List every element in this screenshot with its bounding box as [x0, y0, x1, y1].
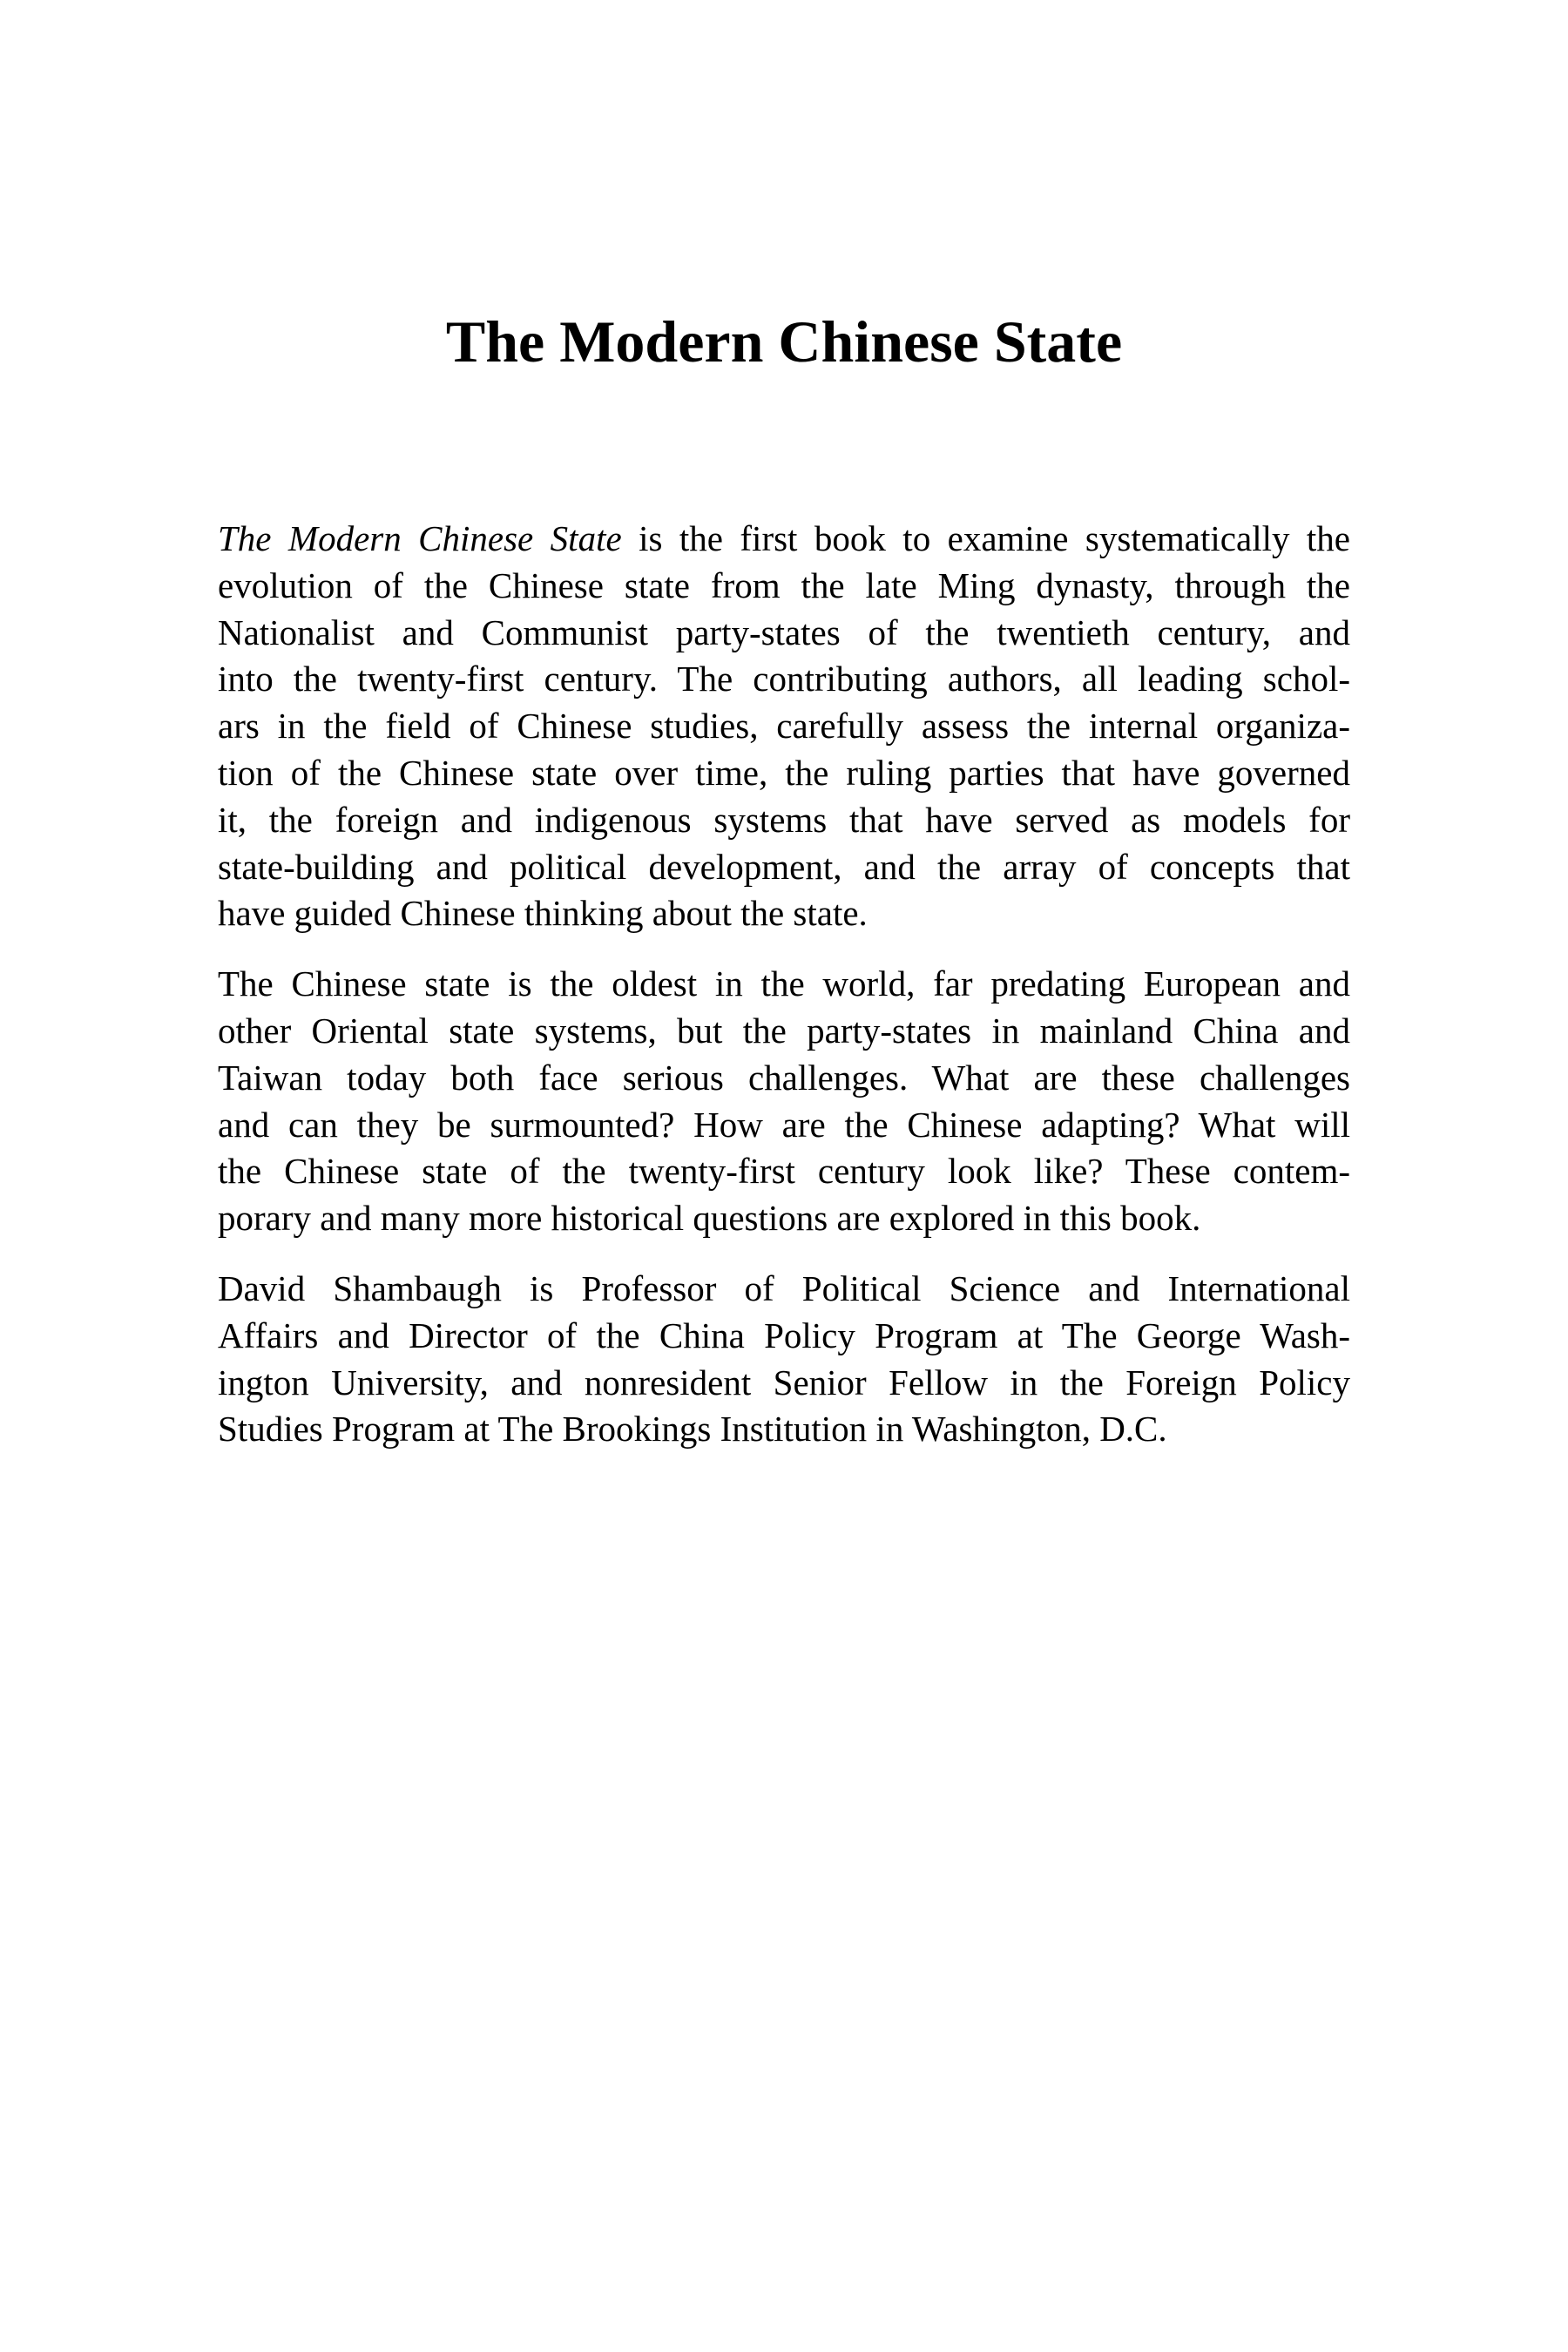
book-title-italic: The Modern Chinese State [218, 518, 622, 558]
page-title: The Modern Chinese State [445, 308, 1123, 375]
text-line: have guided Chinese thinking about the state. [218, 893, 868, 934]
text-line: state-building and political development, and the array of concepts that [218, 846, 1350, 887]
text-line: ington University, and nonresident Senior Fellow in the Foreign Policy [218, 1362, 1350, 1402]
text-line: porary and many more historical questions are explored in this book. [218, 1198, 1201, 1239]
text-line: ars in the field of Chinese studies, carefully assess the internal organiza- [218, 706, 1350, 747]
paragraph-author-bio [218, 1266, 1350, 1453]
text-line: Affairs and Director of the China Policy Program at The George Wash- [218, 1315, 1350, 1355]
text-line: the Chinese state of the twenty-first century look like? These contem- [218, 1151, 1350, 1192]
text-line: Nationalist and Communist party-states of the twentieth century, and [218, 612, 1350, 652]
text-line: tion of the Chinese state over time, the ruling parties that have governed [218, 752, 1350, 793]
text-line: and can they be surmounted? How are the Chinese adapting? What will [218, 1104, 1350, 1145]
paragraph-summary [218, 516, 1350, 937]
text-line: evolution of the Chinese state from the late Ming dynasty, through the [218, 564, 1350, 605]
text-line: other Oriental state systems, but the party-states in mainland China and [218, 1010, 1350, 1051]
text-line: Taiwan today both face serious challenges. What are these challenges [218, 1057, 1350, 1098]
body-text [218, 516, 1350, 1453]
text-line: The Chinese state is the oldest in the world, far predating European and [218, 963, 1350, 1004]
text-line-rest: is the first book to examine systematically the [621, 518, 1350, 558]
text-line: Studies Program at The Brookings Institution in Washington, D.C. [218, 1409, 1167, 1450]
paragraph-challenges [218, 961, 1350, 1242]
text-line [218, 516, 1350, 563]
text-line: into the twenty-first century. The contributing authors, all leading schol- [218, 659, 1350, 700]
text-line: it, the foreign and indigenous systems that have served as models for [218, 799, 1350, 840]
text-line: David Shambaugh is Professor of Political Science and International [218, 1267, 1350, 1308]
